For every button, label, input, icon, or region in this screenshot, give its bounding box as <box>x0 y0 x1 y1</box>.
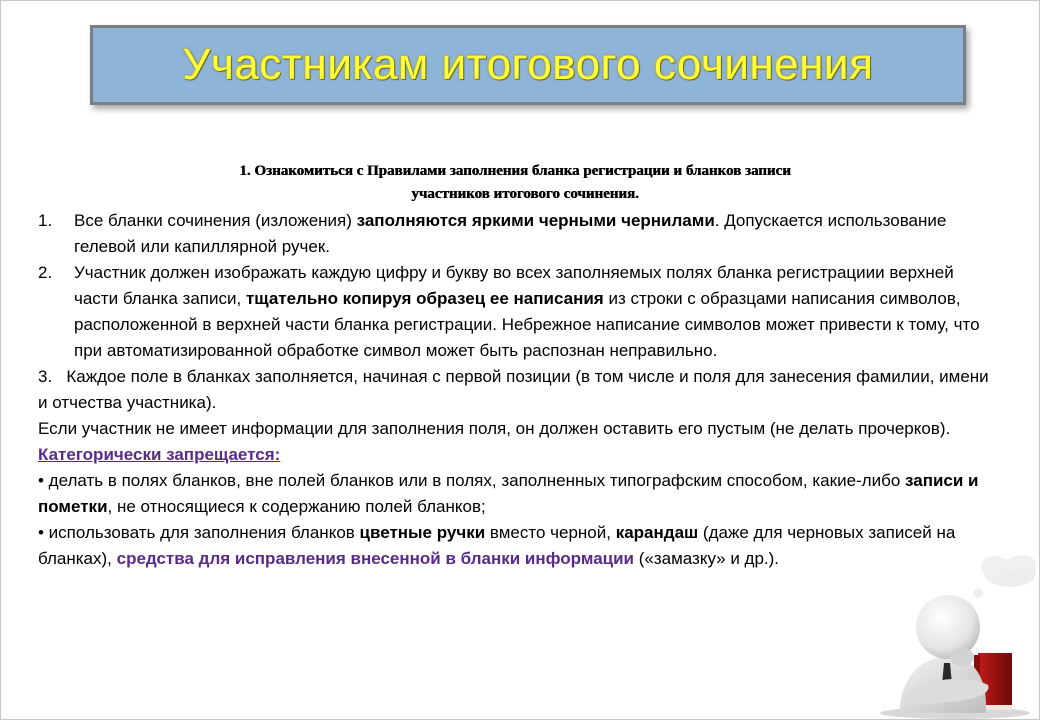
prohibited-bullet-2 <box>38 520 998 572</box>
list-number: 3. <box>38 367 53 386</box>
list-item-text <box>74 208 998 260</box>
list-item-text: Каждое поле в бланках заполняется, начиная с первой позиции (в том числе и поля для занесения фамилии, имени и отчества участника). <box>38 367 989 412</box>
text-run: • делать в полях бланков, вне полей бланков или в полях, заполненных типографским способом, какие-либо <box>38 471 906 490</box>
text-run: («замазку» и др.). <box>634 549 780 568</box>
text-run: вместо черной, <box>485 523 616 542</box>
thinking-person-illustration <box>870 545 1040 720</box>
text-run: , не относящиеся к содержанию полей бланков; <box>107 497 486 516</box>
text-run: (даже для черновых записей на бланках), <box>38 523 956 568</box>
subheading <box>60 160 970 206</box>
text-run: • использовать для заполнения бланков <box>38 523 360 542</box>
list-item-2 <box>38 260 998 364</box>
prohibited-bullet-1 <box>38 468 998 520</box>
emphasis-text: заполняются яркими черными чернилами <box>356 211 715 230</box>
emphasis-text: цветные ручки <box>359 523 486 542</box>
text-run: . Допускается использование гелевой или капиллярной ручек. <box>74 211 947 256</box>
list-item-text <box>74 260 998 364</box>
subheading-line-2: участников итогового сочинения. <box>411 186 639 202</box>
list-number: 2. <box>38 263 53 282</box>
highlight-text: средства для исправления внесенной в бланки информации <box>116 549 634 568</box>
text-run: Участник должен изображать каждую цифру и букву во всех заполняемых полях бланка регистрациии верхней части бланка записи, <box>74 263 954 308</box>
page-title: Участникам итогового сочинения <box>182 40 874 89</box>
title-banner <box>90 25 966 105</box>
instructions-body <box>38 208 998 572</box>
subheading-line-1: 1. Ознакомиться с Правилами заполнения бланка регистрации и бланков записи <box>239 163 791 179</box>
list-number: 1. <box>38 211 53 230</box>
emphasis-text: записи и пометки <box>38 471 979 516</box>
prohibited-heading: Категорически запрещается: <box>38 445 281 464</box>
emphasis-text: карандаш <box>615 523 699 542</box>
list-item-1 <box>38 208 998 260</box>
emphasis-text: тщательно копируя образец ее написания <box>245 289 604 308</box>
text-run: Все бланки сочинения (изложения) <box>74 211 357 230</box>
empty-field-note: Если участник не имеет информации для заполнения поля, он должен оставить его пустым (не делать прочерков). <box>38 419 951 438</box>
text-run: из строки с образцами написания символов, расположенной в верхней части бланка регистрации. Небрежное написание символов может привести к тому, что при автоматизированной обработке символ может быть распознан неправильно. <box>74 289 980 360</box>
thought-cloud-icon <box>965 555 1037 609</box>
list-item-3 <box>38 364 998 416</box>
